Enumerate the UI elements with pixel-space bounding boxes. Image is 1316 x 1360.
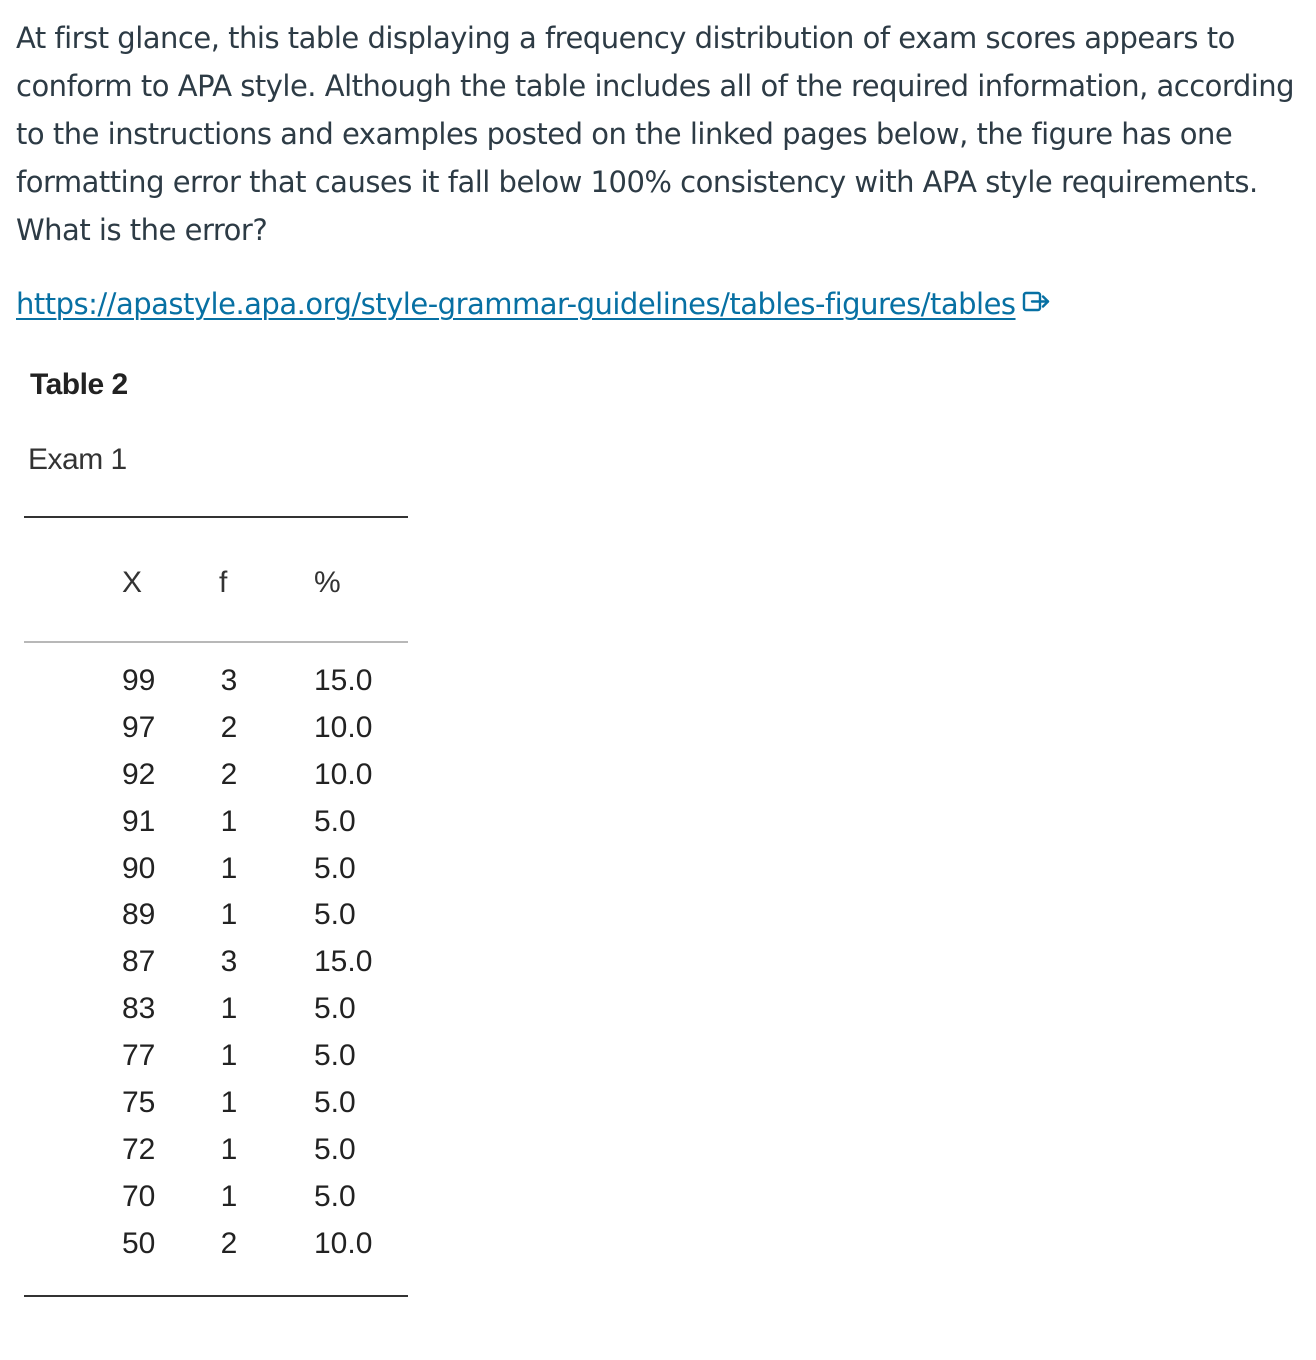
cell-percent: 5.0 [314,1132,356,1166]
table-row [0,799,420,846]
table-bottom-rule [24,1295,408,1297]
table-number: Table 2 [30,368,128,401]
cell-x: 72 [122,1132,156,1166]
cell-percent: 5.0 [314,804,356,838]
table-top-rule [24,516,408,518]
cell-percent: 10.0 [314,710,373,744]
cell-f: 1 [220,898,238,932]
cell-x: 91 [122,804,156,838]
table-row [0,986,420,1033]
table-title: Exam 1 [28,443,127,476]
cell-x: 77 [122,1039,156,1073]
cell-f: 1 [220,1039,238,1073]
cell-x: 70 [122,1179,156,1213]
external-link-icon[interactable] [1022,280,1052,328]
cell-percent: 5.0 [314,851,356,885]
cell-percent: 5.0 [314,898,356,932]
cell-f: 1 [220,804,238,838]
cell-x: 90 [122,851,156,885]
table-row [0,1127,420,1174]
cell-percent: 10.0 [314,757,373,791]
question-text: At first glance, this table displaying a frequency distribution of exam scores appears to conform to APA style. Although the table includes all of the required information, according to the instructions and examples posted on the linked pages below, the figure has one formatting error that causes it fall below 100% consistency with APA style requirements. What is the error? [16,21,1295,247]
cell-f: 1 [220,1132,238,1166]
table-row [0,1080,420,1127]
cell-percent: 15.0 [314,664,373,697]
cell-percent: 5.0 [314,1179,356,1213]
cell-x: 87 [122,945,156,979]
cell-f: 1 [220,851,238,885]
cell-f: 1 [220,992,238,1026]
cell-x: 75 [122,1086,156,1120]
cell-x: 50 [122,1226,156,1260]
table-header-rule [24,641,408,643]
cell-percent: 10.0 [314,1226,373,1260]
cell-x: 99 [122,664,156,697]
table-row [0,1221,420,1268]
table-row [0,892,420,939]
table-body [0,658,420,1268]
cell-f: 1 [220,1086,238,1120]
cell-f: 3 [220,945,238,979]
table-row [0,752,420,799]
apa-tables-link[interactable]: https://apastyle.apa.org/style-grammar-guidelines/tables-figures/tables [16,287,1016,321]
cell-percent: 15.0 [314,945,373,979]
cell-percent: 5.0 [314,1086,356,1120]
link-row [16,280,1052,328]
cell-f: 2 [220,757,238,791]
column-header-percent: % [314,566,341,599]
cell-x: 97 [122,710,156,744]
cell-f: 3 [220,664,238,697]
cell-f: 2 [220,710,238,744]
table-row [0,939,420,986]
table-row [0,846,420,893]
cell-x: 89 [122,898,156,932]
cell-percent: 5.0 [314,1039,356,1073]
table-row [0,1033,420,1080]
column-header-x: X [122,566,143,599]
cell-f: 1 [220,1179,238,1213]
table-row [0,658,420,705]
table-row [0,1174,420,1221]
cell-percent: 5.0 [314,992,356,1026]
cell-x: 92 [122,757,156,791]
table-row [0,705,420,752]
cell-x: 83 [122,992,156,1026]
cell-f: 2 [220,1226,238,1260]
column-header-f: f [219,566,228,599]
